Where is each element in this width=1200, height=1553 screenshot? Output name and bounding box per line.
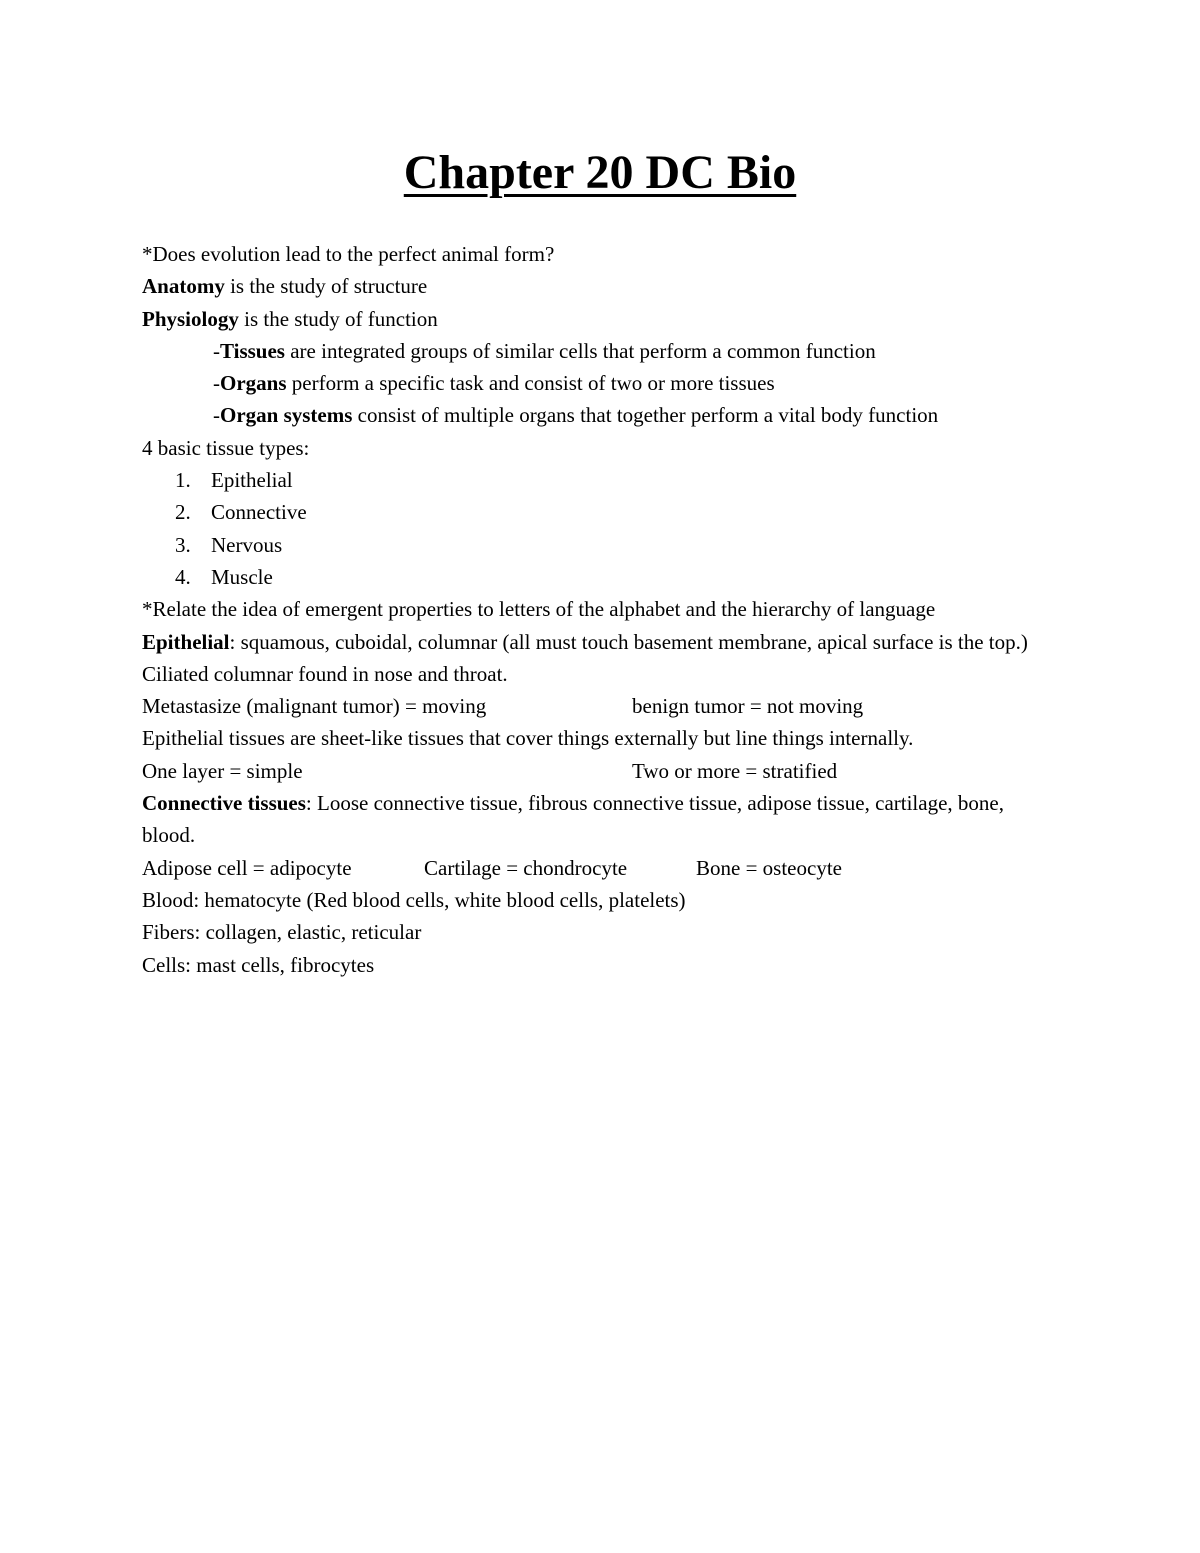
sub-item-text: perform a specific task and consist of two or more tissues: [286, 371, 775, 396]
epithelial-term: Epithelial: [142, 629, 230, 654]
list-item: [142, 496, 1062, 528]
sub-item-dash: -: [213, 403, 220, 428]
list-number: 2.: [175, 500, 191, 525]
tumor-line: [142, 690, 1062, 722]
bone-text: Bone = osteocyte: [696, 855, 842, 880]
anatomy-text: is the study of structure: [224, 274, 428, 299]
question-line: *Does evolution lead to the perfect animal form?: [142, 242, 555, 266]
physiology-definition: [142, 303, 1062, 335]
connective-term: Connective tissues: [142, 791, 306, 816]
blood-line: Blood: hematocyte (Red blood cells, white blood cells, platelets): [142, 887, 686, 912]
cells-line: Cells: mast cells, fibrocytes: [142, 952, 375, 977]
two-or-more-text: Two or more = stratified: [632, 758, 838, 783]
document-body: [142, 238, 1062, 981]
list-item: [142, 464, 1062, 496]
tissue-types-heading: 4 basic tissue types:: [142, 435, 310, 460]
list-label: Epithelial: [211, 468, 293, 493]
list-number: 1.: [175, 468, 191, 493]
epithelial-tissues-line: Epithelial tissues are sheet-like tissues that cover things externally but line things internally.: [142, 726, 914, 751]
sub-item-organ-systems: [142, 399, 1062, 431]
connective-text: : Loose connective tissue, fibrous connective tissue, adipose tissue, cartilage, bone, blood.: [142, 791, 1004, 848]
list-label: Connective: [211, 500, 307, 525]
anatomy-term: Anatomy: [142, 274, 225, 299]
sub-item-dash: -: [213, 371, 220, 396]
cell-types-line: [142, 852, 1062, 884]
sub-item-term: Tissues: [220, 338, 285, 363]
list-item: [142, 529, 1062, 561]
page-title: Chapter 20 DC Bio: [403, 146, 797, 199]
sub-item-text: consist of multiple organs that together perform a vital body function: [352, 403, 939, 428]
adipose-text: Adipose cell = adipocyte: [142, 855, 352, 880]
layers-line: [142, 755, 1062, 787]
sub-item-term: Organ systems: [220, 403, 353, 428]
list-number: 4.: [175, 564, 191, 589]
physiology-term: Physiology: [142, 306, 239, 331]
sub-item-term: Organs: [220, 371, 287, 396]
list-label: Muscle: [211, 564, 273, 589]
cartilage-text: Cartilage = chondrocyte: [424, 855, 628, 880]
one-layer-text: One layer = simple: [142, 758, 303, 783]
epithelial-definition: [142, 626, 1062, 658]
anatomy-definition: [142, 270, 1062, 302]
connective-definition: [142, 787, 1062, 852]
epithelial-text: : squamous, cuboidal, columnar (all must touch basement membrane, apical surface is the top.): [229, 629, 1028, 654]
physiology-text: is the study of function: [238, 306, 438, 331]
sub-item-organs: [142, 367, 1062, 399]
list-label: Nervous: [211, 532, 283, 557]
sub-item-tissues: [142, 335, 1062, 367]
relate-line: *Relate the idea of emergent properties to letters of the alphabet and the hierarchy of language: [142, 597, 936, 622]
sub-item-text: are integrated groups of similar cells that perform a common function: [284, 338, 876, 363]
benign-text: benign tumor = not moving: [632, 694, 864, 719]
list-number: 3.: [175, 532, 191, 557]
sub-item-dash: -: [213, 338, 220, 363]
list-item: [142, 561, 1062, 593]
metastasize-text: Metastasize (malignant tumor) = moving: [142, 694, 487, 719]
ciliated-line: Ciliated columnar found in nose and throat.: [142, 661, 508, 686]
fibers-line: Fibers: collagen, elastic, reticular: [142, 920, 422, 945]
